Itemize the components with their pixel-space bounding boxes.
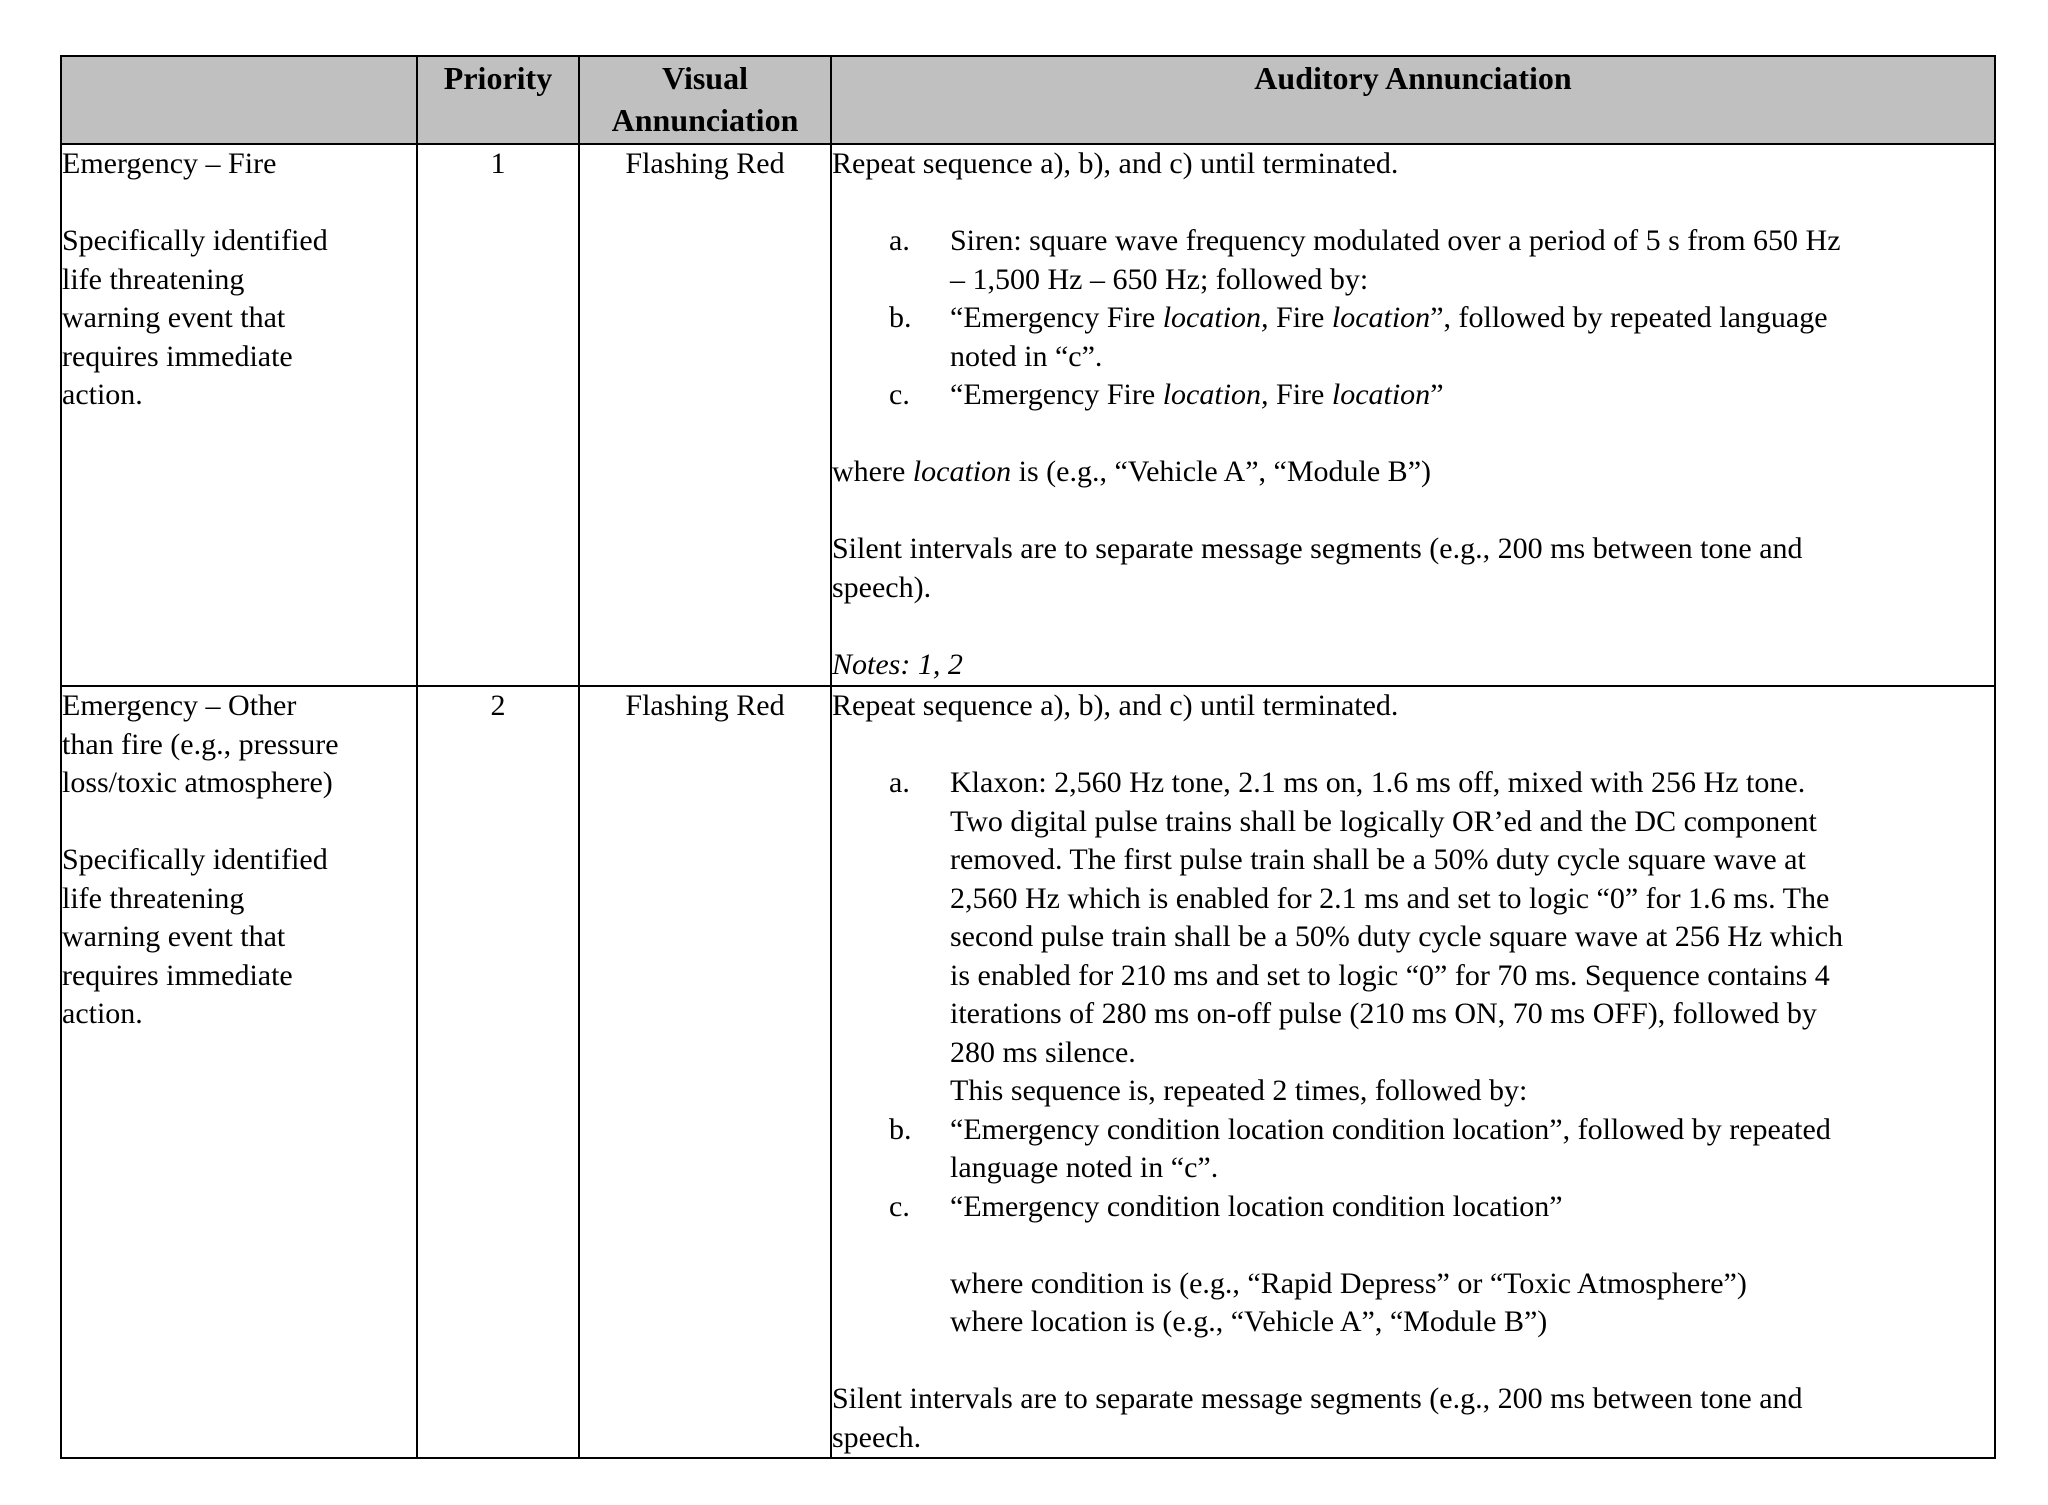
table-row-other-than-fire [61, 686, 1995, 1458]
condition-title-line: loss/toxic atmosphere) [62, 766, 333, 799]
sequence-item-a [832, 222, 1994, 299]
item-letter: b. [889, 301, 912, 334]
text-run: “Emergency Fire [950, 301, 1163, 334]
item-line: is enabled for 210 ms and set to logic “0” for 70 ms. Sequence contains 4 [950, 958, 1830, 992]
item-line: This sequence is, repeated 2 times, followed by: [950, 1074, 1528, 1107]
item-line: Klaxon: 2,560 Hz tone, 2.1 ms on, 1.6 ms off, mixed with 256 Hz tone. [950, 766, 1806, 799]
silent-intervals-line: Silent intervals are to separate message segments (e.g., 200 ms between tone and [832, 532, 1803, 565]
italic-text-run: location [1331, 378, 1431, 411]
auditory-annunciation-cell [831, 144, 1995, 686]
item-letter: c. [889, 1189, 910, 1223]
sequence-list [832, 222, 1994, 415]
sequence-item-b [832, 299, 1994, 376]
condition-cell [61, 144, 417, 686]
item-line: 2,560 Hz which is enabled for 2.1 ms and set to logic “0” for 1.6 ms. The [950, 881, 1830, 915]
sequence-item-c [832, 1188, 1994, 1227]
item-letter: c. [889, 378, 910, 411]
italic-text-run: location [1331, 301, 1431, 334]
item-letter: b. [889, 1112, 912, 1146]
where-location-text: where location is (e.g., “Vehicle A”, “Module B”) [950, 1305, 1548, 1338]
item-line: iterations of 280 ms on-off pulse (210 ms ON, 70 ms OFF), followed by [950, 997, 1817, 1030]
silent-intervals-line: speech. [832, 1420, 922, 1454]
condition-desc-line: Specifically identified [62, 224, 328, 257]
condition-desc-line: action. [62, 997, 143, 1030]
annunciation-table [60, 55, 1996, 1459]
text-run: ”, followed by repeated language [1430, 301, 1828, 334]
header-visual-annunciation [579, 56, 831, 144]
item-line: removed. The first pulse train shall be a 50% duty cycle square wave at [950, 843, 1806, 876]
where-location-text [832, 453, 1994, 492]
item-line: “Emergency condition location condition location”, followed by repeated [950, 1112, 1831, 1146]
italic-text-run: location, [1162, 301, 1269, 334]
condition-title: Emergency – Fire [62, 147, 277, 180]
text-run: Siren: square wave frequency modulated over a period of 5 s from 650 Hz [950, 224, 1841, 257]
priority-cell: 1 [417, 144, 579, 686]
item-line: language noted in “c”. [950, 1151, 1219, 1184]
item-text [950, 222, 1994, 299]
sequence-item-c [832, 376, 1994, 415]
text-run: noted in “c”. [950, 339, 1103, 373]
header-condition [61, 56, 417, 144]
text-run: Fire [1268, 301, 1332, 334]
sequence-item-a [832, 764, 1994, 1111]
condition-desc-line: requires immediate [62, 339, 293, 373]
item-letter: a. [889, 766, 910, 799]
text-run: Fire [1268, 378, 1332, 411]
header-auditory-annunciation: Auditory Annunciation [831, 56, 1995, 144]
auditory-annunciation-cell [831, 686, 1995, 1458]
item-text [950, 376, 1994, 415]
italic-text-run: location [912, 455, 1012, 488]
condition-desc-line: Specifically identified [62, 843, 328, 876]
where-condition-text: where condition is (e.g., “Rapid Depress” or “Toxic Atmosphere”) [950, 1266, 1747, 1300]
text-run: – 1,500 Hz – 650 Hz; followed by: [950, 262, 1369, 296]
italic-text-run: location, [1162, 378, 1269, 411]
text-run: “Emergency Fire [950, 378, 1163, 411]
condition-desc-line: requires immediate [62, 958, 293, 992]
item-line: “Emergency condition location condition location” [950, 1189, 1563, 1223]
visual-annunciation-cell: Flashing Red [579, 144, 831, 686]
item-line: 280 ms silence. [950, 1035, 1136, 1069]
sequence-intro: Repeat sequence a), b), and c) until terminated. [832, 147, 1399, 180]
header-priority: Priority [417, 56, 579, 144]
silent-intervals-line: speech). [832, 570, 932, 604]
header-visual-line2: Annunciation [611, 102, 799, 138]
sequence-item-b [832, 1111, 1994, 1188]
sequence-list [832, 764, 1994, 1226]
condition-desc-line: warning event that [62, 301, 286, 334]
table-row-fire [61, 144, 1995, 686]
notes-text: Notes: 1, 2 [832, 647, 963, 681]
condition-desc-line: life threatening [62, 881, 245, 915]
text-run: ” [1430, 378, 1444, 411]
item-line: Two digital pulse trains shall be logically OR’ed and the DC component [950, 804, 1817, 838]
silent-intervals-line: Silent intervals are to separate message segments (e.g., 200 ms between tone and [832, 1382, 1803, 1415]
sequence-intro: Repeat sequence a), b), and c) until terminated. [832, 689, 1399, 722]
header-row [61, 56, 1995, 144]
header-visual-line1: Visual [662, 60, 748, 96]
visual-annunciation-cell: Flashing Red [579, 686, 831, 1458]
item-letter: a. [889, 224, 910, 257]
text-run: where [832, 455, 913, 488]
condition-desc-line: action. [62, 378, 143, 411]
condition-cell [61, 686, 417, 1458]
item-text [950, 299, 1994, 376]
priority-cell: 2 [417, 686, 579, 1458]
item-line: second pulse train shall be a 50% duty cycle square wave at 256 Hz which [950, 920, 1844, 953]
condition-desc-line: warning event that [62, 920, 286, 953]
text-run: is (e.g., “Vehicle A”, “Module B”) [1011, 455, 1431, 488]
condition-title-line: Emergency – Other [62, 689, 297, 722]
condition-title-line: than fire (e.g., pressure [62, 727, 339, 761]
condition-desc-line: life threatening [62, 262, 245, 296]
